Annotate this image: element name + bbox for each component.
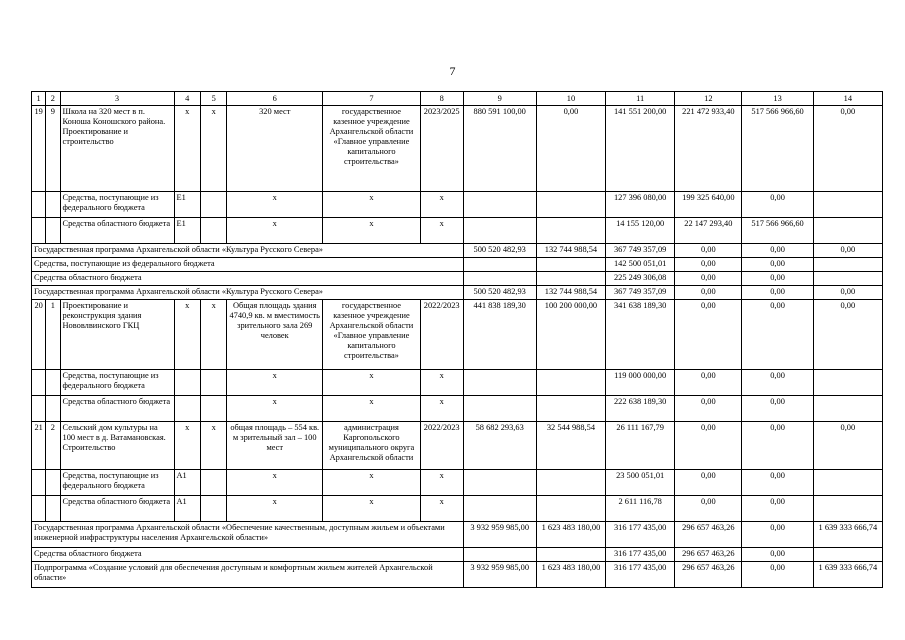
table-cell bbox=[32, 470, 46, 496]
summary-value: 316 177 435,00 bbox=[606, 562, 675, 588]
table-cell: Средства, поступающие из федерального бюджета bbox=[60, 470, 174, 496]
table-cell bbox=[813, 370, 882, 396]
table-cell: х bbox=[420, 496, 463, 522]
table-cell bbox=[174, 396, 200, 422]
table-cell bbox=[813, 470, 882, 496]
summary-value: 0,00 bbox=[813, 244, 882, 258]
table-row bbox=[32, 258, 883, 272]
summary-value: 296 657 463,26 bbox=[675, 522, 742, 548]
table-cell: 320 мест bbox=[227, 106, 323, 192]
table-cell: х bbox=[323, 396, 421, 422]
table-cell: Средства, поступающие из федерального бюджета bbox=[60, 370, 174, 396]
table-cell: х bbox=[420, 370, 463, 396]
table-cell: 0,00 bbox=[742, 192, 813, 218]
table-row bbox=[32, 106, 883, 192]
page-number: 7 bbox=[449, 64, 456, 78]
summary-label: Средства, поступающие из федерального бюджета bbox=[32, 258, 464, 272]
summary-value: 0,00 bbox=[675, 258, 742, 272]
table-cell bbox=[46, 192, 60, 218]
table-cell: х bbox=[200, 422, 226, 470]
table-cell: х bbox=[323, 470, 421, 496]
table-cell: Общая площадь здания 4740,9 кв. м вместимость зрительного зала 269 человек bbox=[227, 300, 323, 370]
table-cell bbox=[813, 192, 882, 218]
column-number-5: 5 bbox=[200, 92, 226, 106]
table-cell: 0,00 bbox=[675, 496, 742, 522]
summary-label: Государственная программа Архангельской области «Обеспечение качественным, доступным жильем и объектами инженерной инфраструктуры населения Архангельской области» bbox=[32, 522, 464, 548]
table-cell: 0,00 bbox=[742, 300, 813, 370]
summary-label: Подпрограмма «Создание условий для обеспечения доступным и комфортным жильем жителей Архангельской области» bbox=[32, 562, 464, 588]
table-cell: 0,00 bbox=[813, 300, 882, 370]
table-cell: 26 111 167,79 bbox=[606, 422, 675, 470]
table-cell: х bbox=[323, 496, 421, 522]
table-cell: 0,00 bbox=[675, 470, 742, 496]
summary-value bbox=[813, 258, 882, 272]
table-cell: 0,00 bbox=[675, 396, 742, 422]
table-cell: Средства областного бюджета bbox=[60, 496, 174, 522]
table-cell: 100 200 000,00 bbox=[536, 300, 605, 370]
table-cell: х bbox=[227, 496, 323, 522]
table-cell bbox=[813, 396, 882, 422]
table-row bbox=[32, 396, 883, 422]
table-cell: Школа на 320 мест в п. Коноша Коношского района. Проектирование и строительство bbox=[60, 106, 174, 192]
table-cell: 0,00 bbox=[813, 422, 882, 470]
table-cell: Е1 bbox=[174, 192, 200, 218]
table-cell: х bbox=[200, 300, 226, 370]
table-cell: 880 591 100,00 bbox=[463, 106, 536, 192]
table-cell bbox=[32, 192, 46, 218]
summary-value: 367 749 357,09 bbox=[606, 286, 675, 300]
table-cell: х bbox=[420, 396, 463, 422]
table-cell: 19 bbox=[32, 106, 46, 192]
table-cell: 58 682 293,63 bbox=[463, 422, 536, 470]
table-cell bbox=[200, 470, 226, 496]
summary-label: Государственная программа Архангельской области «Культура Русского Севера» bbox=[32, 286, 464, 300]
table-cell bbox=[463, 370, 536, 396]
summary-value: 132 744 988,54 bbox=[536, 244, 605, 258]
table-cell bbox=[536, 396, 605, 422]
table-cell: 221 472 933,40 bbox=[675, 106, 742, 192]
summary-value bbox=[536, 258, 605, 272]
summary-value: 3 932 959 985,00 bbox=[463, 562, 536, 588]
table-cell: х bbox=[420, 470, 463, 496]
table-cell bbox=[536, 218, 605, 244]
summary-value: 3 932 959 985,00 bbox=[463, 522, 536, 548]
summary-value: 132 744 988,54 bbox=[536, 286, 605, 300]
table-cell bbox=[463, 396, 536, 422]
table-cell: 0,00 bbox=[813, 106, 882, 192]
table-cell: Средства областного бюджета bbox=[60, 218, 174, 244]
column-number-12: 12 bbox=[675, 92, 742, 106]
table-cell: Е1 bbox=[174, 218, 200, 244]
column-number-1: 1 bbox=[32, 92, 46, 106]
table-cell: х bbox=[323, 370, 421, 396]
table-cell: 23 500 051,01 bbox=[606, 470, 675, 496]
table-cell bbox=[536, 192, 605, 218]
table-row bbox=[32, 370, 883, 396]
table-cell: общая площадь – 554 кв. м зрительный зал – 100 мест bbox=[227, 422, 323, 470]
table-cell: х bbox=[323, 218, 421, 244]
table-cell: 22 147 293,40 bbox=[675, 218, 742, 244]
summary-value: 1 623 483 180,00 bbox=[536, 562, 605, 588]
table-cell bbox=[536, 370, 605, 396]
table-cell: х bbox=[420, 192, 463, 218]
table-cell: государственное казенное учреждение Архангельской области «Главное управление капитального строительства» bbox=[323, 106, 421, 192]
column-number-6: 6 bbox=[227, 92, 323, 106]
table-row bbox=[32, 470, 883, 496]
summary-value bbox=[463, 258, 536, 272]
table-cell: 2 611 116,78 bbox=[606, 496, 675, 522]
summary-value: 1 623 483 180,00 bbox=[536, 522, 605, 548]
table-cell: х bbox=[420, 218, 463, 244]
table-cell bbox=[200, 496, 226, 522]
summary-value: 0,00 bbox=[813, 286, 882, 300]
table-cell: А1 bbox=[174, 496, 200, 522]
table-cell: администрация Каргопольского муниципального округа Архангельской области bbox=[323, 422, 421, 470]
table-row bbox=[32, 300, 883, 370]
table-cell bbox=[32, 370, 46, 396]
summary-value: 1 639 333 666,74 bbox=[813, 562, 882, 588]
table-cell bbox=[463, 192, 536, 218]
table-cell: х bbox=[227, 370, 323, 396]
summary-value: 0,00 bbox=[675, 272, 742, 286]
header-row bbox=[32, 92, 883, 106]
table-cell: 0,00 bbox=[536, 106, 605, 192]
table-cell: 0,00 bbox=[742, 370, 813, 396]
summary-value: 225 249 306,08 bbox=[606, 272, 675, 286]
summary-value bbox=[463, 272, 536, 286]
table-cell: 32 544 988,54 bbox=[536, 422, 605, 470]
summary-value: 500 520 482,93 bbox=[463, 244, 536, 258]
table-cell: 21 bbox=[32, 422, 46, 470]
table-cell: х bbox=[174, 422, 200, 470]
summary-value: 500 520 482,93 bbox=[463, 286, 536, 300]
table-row bbox=[32, 286, 883, 300]
column-number-4: 4 bbox=[174, 92, 200, 106]
summary-value: 1 639 333 666,74 bbox=[813, 522, 882, 548]
table-row bbox=[32, 218, 883, 244]
table-cell: 517 566 966,60 bbox=[742, 106, 813, 192]
table-cell bbox=[463, 218, 536, 244]
table-cell: государственное казенное учреждение Архангельской области «Главное управление капитального строительства» bbox=[323, 300, 421, 370]
summary-value: 367 749 357,09 bbox=[606, 244, 675, 258]
table-cell bbox=[200, 370, 226, 396]
table-cell: А1 bbox=[174, 470, 200, 496]
table-cell bbox=[200, 396, 226, 422]
table-cell bbox=[46, 370, 60, 396]
table-cell: Средства областного бюджета bbox=[60, 396, 174, 422]
summary-value: 0,00 bbox=[742, 272, 813, 286]
summary-value: 0,00 bbox=[742, 258, 813, 272]
summary-value: 316 177 435,00 bbox=[606, 522, 675, 548]
table-cell: 9 bbox=[46, 106, 60, 192]
table-cell: Средства, поступающие из федерального бюджета bbox=[60, 192, 174, 218]
table-cell: 141 551 200,00 bbox=[606, 106, 675, 192]
column-number-8: 8 bbox=[420, 92, 463, 106]
table-cell: 0,00 bbox=[742, 396, 813, 422]
summary-value: 316 177 435,00 bbox=[606, 548, 675, 562]
table-cell bbox=[174, 370, 200, 396]
table-cell: х bbox=[174, 106, 200, 192]
table-row bbox=[32, 548, 883, 562]
table-cell: х bbox=[227, 396, 323, 422]
column-number-10: 10 bbox=[536, 92, 605, 106]
table-cell: 2 bbox=[46, 422, 60, 470]
table-cell: 119 000 000,00 bbox=[606, 370, 675, 396]
summary-value: 296 657 463,26 bbox=[675, 548, 742, 562]
table-cell: 441 838 189,30 bbox=[463, 300, 536, 370]
table-cell: 14 155 120,00 bbox=[606, 218, 675, 244]
table-cell bbox=[813, 218, 882, 244]
summary-value: 0,00 bbox=[742, 548, 813, 562]
table-cell bbox=[536, 470, 605, 496]
summary-value bbox=[813, 548, 882, 562]
table-cell: 0,00 bbox=[742, 496, 813, 522]
summary-value: 142 500 051,01 bbox=[606, 258, 675, 272]
table-cell: Проектирование и реконструкция здания Нововлвинского ГКЦ bbox=[60, 300, 174, 370]
summary-value: 0,00 bbox=[675, 244, 742, 258]
table-cell: 199 325 640,00 bbox=[675, 192, 742, 218]
summary-value: 0,00 bbox=[742, 522, 813, 548]
column-number-2: 2 bbox=[46, 92, 60, 106]
table-cell bbox=[200, 218, 226, 244]
table-cell: х bbox=[227, 192, 323, 218]
table-row bbox=[32, 496, 883, 522]
summary-value: 0,00 bbox=[742, 244, 813, 258]
table-row bbox=[32, 522, 883, 548]
table-cell: 0,00 bbox=[742, 422, 813, 470]
summary-label: Государственная программа Архангельской области «Культура Русского Севера» bbox=[32, 244, 464, 258]
table-cell: х bbox=[174, 300, 200, 370]
summary-label: Средства областного бюджета bbox=[32, 272, 464, 286]
summary-value bbox=[813, 272, 882, 286]
summary-value: 0,00 bbox=[742, 562, 813, 588]
table-row bbox=[32, 272, 883, 286]
table-cell bbox=[32, 496, 46, 522]
table-cell bbox=[32, 396, 46, 422]
table-cell: 0,00 bbox=[675, 370, 742, 396]
table-cell: 2023/2025 bbox=[420, 106, 463, 192]
column-number-7: 7 bbox=[323, 92, 421, 106]
summary-value bbox=[463, 548, 536, 562]
table-cell: 1 bbox=[46, 300, 60, 370]
table-cell bbox=[536, 496, 605, 522]
table-row bbox=[32, 244, 883, 258]
table-cell: 0,00 bbox=[675, 300, 742, 370]
summary-value: 296 657 463,26 bbox=[675, 562, 742, 588]
summary-value: 0,00 bbox=[742, 286, 813, 300]
table-cell bbox=[46, 218, 60, 244]
table-cell: 2022/2023 bbox=[420, 300, 463, 370]
table-cell bbox=[46, 396, 60, 422]
table-cell: 0,00 bbox=[675, 422, 742, 470]
table-cell: х bbox=[323, 192, 421, 218]
summary-value: 0,00 bbox=[675, 286, 742, 300]
summary-value bbox=[536, 272, 605, 286]
column-number-11: 11 bbox=[606, 92, 675, 106]
table-row bbox=[32, 192, 883, 218]
budget-table bbox=[31, 91, 883, 588]
column-number-14: 14 bbox=[813, 92, 882, 106]
table-cell bbox=[463, 496, 536, 522]
table-cell: х bbox=[227, 218, 323, 244]
table-cell bbox=[46, 470, 60, 496]
table-cell bbox=[463, 470, 536, 496]
table-row bbox=[32, 422, 883, 470]
table-cell bbox=[813, 496, 882, 522]
table-cell: 2022/2023 bbox=[420, 422, 463, 470]
table-cell: 20 bbox=[32, 300, 46, 370]
summary-value bbox=[536, 548, 605, 562]
table-cell: 127 396 080,00 bbox=[606, 192, 675, 218]
summary-label: Средства областного бюджета bbox=[32, 548, 464, 562]
table-cell: 222 638 189,30 bbox=[606, 396, 675, 422]
table-cell: х bbox=[200, 106, 226, 192]
table-cell: 517 566 966,60 bbox=[742, 218, 813, 244]
table-cell bbox=[200, 192, 226, 218]
table-cell bbox=[32, 218, 46, 244]
column-number-3: 3 bbox=[60, 92, 174, 106]
table-cell: Сельский дом культуры на 100 мест в д. Ватамановская. Строительство bbox=[60, 422, 174, 470]
table-cell: 341 638 189,30 bbox=[606, 300, 675, 370]
table-cell bbox=[46, 496, 60, 522]
table-cell: 0,00 bbox=[742, 470, 813, 496]
table-cell: х bbox=[227, 470, 323, 496]
column-number-13: 13 bbox=[742, 92, 813, 106]
column-number-9: 9 bbox=[463, 92, 536, 106]
table-row bbox=[32, 562, 883, 588]
